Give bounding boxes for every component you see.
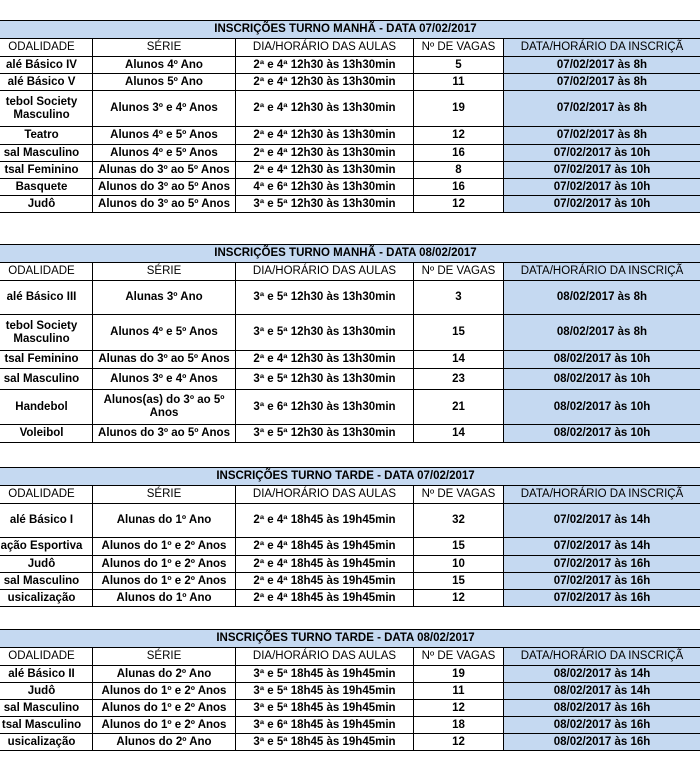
header-data-inscricao: DATA/HORÁRIO DA INSCRIÇÃ — [504, 648, 700, 666]
schedule-table-2 — [0, 244, 700, 443]
cell-modalidade: alé Básico II — [0, 666, 93, 683]
cell-modalidade: Teatro — [0, 127, 93, 145]
cell-serie: Alunos do 1º e 2º Anos — [93, 556, 236, 573]
cell-data-inscricao: 08/02/2017 às 8h — [504, 281, 700, 315]
cell-dia-horario: 3ª e 5ª 18h45 às 19h45min — [236, 666, 414, 683]
cell-modalidade: Judô — [0, 556, 93, 573]
cell-dia-horario: 2ª e 4ª 12h30 às 13h30min — [236, 351, 414, 369]
cell-dia-horario: 2ª e 4ª 12h30 às 13h30min — [236, 145, 414, 162]
table-row — [0, 281, 700, 315]
header-vagas: Nº DE VAGAS — [414, 486, 504, 504]
header-data-inscricao: DATA/HORÁRIO DA INSCRIÇÃ — [504, 486, 700, 504]
header-dia-horario: DIA/HORÁRIO DAS AULAS — [236, 39, 414, 57]
header-modalidade: ODALIDADE — [0, 263, 93, 281]
cell-dia-horario: 3ª e 6ª 12h30 às 13h30min — [236, 390, 414, 425]
cell-data-inscricao: 07/02/2017 às 10h — [504, 179, 700, 196]
cell-vagas: 19 — [414, 666, 504, 683]
cell-modalidade: sal Masculino — [0, 573, 93, 590]
cell-serie: Alunos do 3º ao 5º Anos — [93, 425, 236, 443]
header-serie: SÉRIE — [93, 648, 236, 666]
cell-dia-horario: 3ª e 5ª 18h45 às 19h45min — [236, 734, 414, 751]
header-vagas: Nº DE VAGAS — [414, 39, 504, 57]
cell-data-inscricao: 08/02/2017 às 10h — [504, 351, 700, 369]
table-title: INSCRIÇÕES TURNO TARDE - DATA 08/02/2017 — [0, 630, 700, 648]
cell-dia-horario: 2ª e 4ª 12h30 às 13h30min — [236, 91, 414, 127]
cell-modalidade: ação Esportiva — [0, 538, 93, 556]
cell-dia-horario: 4ª e 6ª 12h30 às 13h30min — [236, 179, 414, 196]
cell-serie: Alunos do 1º e 2º Anos — [93, 538, 236, 556]
cell-data-inscricao: 08/02/2017 às 16h — [504, 700, 700, 717]
cell-data-inscricao: 07/02/2017 às 8h — [504, 91, 700, 127]
cell-serie: Alunos do 3º ao 5º Anos — [93, 179, 236, 196]
cell-data-inscricao: 07/02/2017 às 14h — [504, 504, 700, 538]
cell-vagas: 11 — [414, 74, 504, 91]
table-title: INSCRIÇÕES TURNO MANHÃ - DATA 08/02/2017 — [0, 245, 700, 263]
table-row — [0, 196, 700, 213]
table-row — [0, 717, 700, 734]
cell-data-inscricao: 07/02/2017 às 10h — [504, 162, 700, 179]
header-vagas: Nº DE VAGAS — [414, 263, 504, 281]
cell-modalidade: usicalização — [0, 590, 93, 607]
cell-serie: Alunos do 1º e 2º Anos — [93, 683, 236, 700]
cell-modalidade: Basquete — [0, 179, 93, 196]
cell-data-inscricao: 07/02/2017 às 8h — [504, 127, 700, 145]
cell-modalidade: alé Básico III — [0, 281, 93, 315]
cell-dia-horario: 2ª e 4ª 12h30 às 13h30min — [236, 162, 414, 179]
cell-serie: Alunos do 1º e 2º Anos — [93, 717, 236, 734]
cell-serie: Alunos do 1º Ano — [93, 590, 236, 607]
cell-vagas: 12 — [414, 700, 504, 717]
cell-dia-horario: 3ª e 5ª 18h45 às 19h45min — [236, 683, 414, 700]
header-modalidade: ODALIDADE — [0, 648, 93, 666]
cell-vagas: 8 — [414, 162, 504, 179]
cell-serie: Alunos 4º e 5º Anos — [93, 145, 236, 162]
cell-modalidade: Voleibol — [0, 425, 93, 443]
table-row — [0, 504, 700, 538]
cell-dia-horario: 3ª e 5ª 18h45 às 19h45min — [236, 700, 414, 717]
cell-serie: Alunos 4º e 5º Anos — [93, 127, 236, 145]
table-row — [0, 734, 700, 751]
cell-vagas: 32 — [414, 504, 504, 538]
header-dia-horario: DIA/HORÁRIO DAS AULAS — [236, 648, 414, 666]
cell-data-inscricao: 07/02/2017 às 16h — [504, 590, 700, 607]
header-serie: SÉRIE — [93, 486, 236, 504]
cell-vagas: 14 — [414, 425, 504, 443]
table-row — [0, 390, 700, 425]
header-data-inscricao: DATA/HORÁRIO DA INSCRIÇÃ — [504, 39, 700, 57]
table-row — [0, 700, 700, 717]
cell-serie: Alunos do 1º e 2º Anos — [93, 700, 236, 717]
table-row — [0, 590, 700, 607]
cell-vagas: 15 — [414, 538, 504, 556]
table-title: INSCRIÇÕES TURNO MANHÃ - DATA 07/02/2017 — [0, 21, 700, 39]
table-row — [0, 162, 700, 179]
cell-serie: Alunas do 3º ao 5º Anos — [93, 351, 236, 369]
cell-dia-horario: 3ª e 5ª 12h30 às 13h30min — [236, 315, 414, 351]
cell-vagas: 5 — [414, 57, 504, 74]
cell-dia-horario: 2ª e 4ª 18h45 às 19h45min — [236, 504, 414, 538]
cell-dia-horario: 3ª e 5ª 12h30 às 13h30min — [236, 281, 414, 315]
table-row — [0, 179, 700, 196]
table-row — [0, 683, 700, 700]
cell-modalidade: alé Básico I — [0, 504, 93, 538]
table-row — [0, 573, 700, 590]
cell-vagas: 14 — [414, 351, 504, 369]
cell-vagas: 15 — [414, 315, 504, 351]
cell-serie: Alunos(as) do 3º ao 5º Anos — [93, 390, 236, 425]
cell-vagas: 10 — [414, 556, 504, 573]
cell-serie: Alunos 3º e 4º Anos — [93, 369, 236, 390]
schedule-table-4 — [0, 629, 700, 751]
cell-modalidade: alé Básico V — [0, 74, 93, 91]
cell-vagas: 19 — [414, 91, 504, 127]
cell-modalidade: usicalização — [0, 734, 93, 751]
cell-vagas: 23 — [414, 369, 504, 390]
cell-data-inscricao: 07/02/2017 às 8h — [504, 57, 700, 74]
table-row — [0, 127, 700, 145]
header-vagas: Nº DE VAGAS — [414, 648, 504, 666]
table-row — [0, 351, 700, 369]
header-serie: SÉRIE — [93, 39, 236, 57]
cell-data-inscricao: 08/02/2017 às 14h — [504, 666, 700, 683]
cell-dia-horario: 2ª e 4ª 12h30 às 13h30min — [236, 127, 414, 145]
cell-modalidade: sal Masculino — [0, 145, 93, 162]
header-modalidade: ODALIDADE — [0, 39, 93, 57]
table-row — [0, 556, 700, 573]
cell-data-inscricao: 08/02/2017 às 10h — [504, 369, 700, 390]
cell-serie: Alunos do 1º e 2º Anos — [93, 573, 236, 590]
cell-modalidade: tebol Society Masculino — [0, 315, 93, 351]
cell-modalidade: tebol Society Masculino — [0, 91, 93, 127]
cell-vagas: 12 — [414, 734, 504, 751]
cell-dia-horario: 2ª e 4ª 18h45 às 19h45min — [236, 590, 414, 607]
cell-modalidade: Judô — [0, 683, 93, 700]
cell-data-inscricao: 07/02/2017 às 10h — [504, 145, 700, 162]
cell-modalidade: tsal Feminino — [0, 351, 93, 369]
cell-data-inscricao: 08/02/2017 às 14h — [504, 683, 700, 700]
cell-data-inscricao: 07/02/2017 às 14h — [504, 538, 700, 556]
header-dia-horario: DIA/HORÁRIO DAS AULAS — [236, 486, 414, 504]
cell-serie: Alunos do 2º Ano — [93, 734, 236, 751]
cell-data-inscricao: 08/02/2017 às 8h — [504, 315, 700, 351]
schedule-table-3 — [0, 467, 700, 607]
cell-modalidade: tsal Feminino — [0, 162, 93, 179]
cell-vagas: 3 — [414, 281, 504, 315]
cell-serie: Alunos 4º e 5º Anos — [93, 315, 236, 351]
cell-vagas: 12 — [414, 590, 504, 607]
cell-serie: Alunos do 3º ao 5º Anos — [93, 196, 236, 213]
cell-modalidade: sal Masculino — [0, 369, 93, 390]
cell-dia-horario: 2ª e 4ª 12h30 às 13h30min — [236, 74, 414, 91]
table-row — [0, 91, 700, 127]
table-title: INSCRIÇÕES TURNO TARDE - DATA 07/02/2017 — [0, 468, 700, 486]
cell-dia-horario: 2ª e 4ª 18h45 às 19h45min — [236, 556, 414, 573]
table-row — [0, 57, 700, 74]
cell-dia-horario: 2ª e 4ª 12h30 às 13h30min — [236, 57, 414, 74]
cell-serie: Alunos 5º Ano — [93, 74, 236, 91]
cell-data-inscricao: 07/02/2017 às 16h — [504, 573, 700, 590]
table-row — [0, 538, 700, 556]
cell-modalidade: Handebol — [0, 390, 93, 425]
cell-serie: Alunos 3º e 4º Anos — [93, 91, 236, 127]
header-modalidade: ODALIDADE — [0, 486, 93, 504]
cell-data-inscricao: 08/02/2017 às 16h — [504, 717, 700, 734]
header-data-inscricao: DATA/HORÁRIO DA INSCRIÇÃ — [504, 263, 700, 281]
table-row — [0, 315, 700, 351]
cell-modalidade: Judô — [0, 196, 93, 213]
table-row — [0, 74, 700, 91]
cell-vagas: 16 — [414, 145, 504, 162]
header-serie: SÉRIE — [93, 263, 236, 281]
cell-data-inscricao: 08/02/2017 às 10h — [504, 425, 700, 443]
cell-dia-horario: 3ª e 5ª 12h30 às 13h30min — [236, 196, 414, 213]
cell-dia-horario: 2ª e 4ª 18h45 às 19h45min — [236, 573, 414, 590]
cell-modalidade: alé Básico IV — [0, 57, 93, 74]
table-row — [0, 145, 700, 162]
cell-vagas: 18 — [414, 717, 504, 734]
cell-serie: Alunas do 3º ao 5º Anos — [93, 162, 236, 179]
cell-serie: Alunos 4º Ano — [93, 57, 236, 74]
cell-vagas: 16 — [414, 179, 504, 196]
cell-data-inscricao: 08/02/2017 às 16h — [504, 734, 700, 751]
cell-vagas: 12 — [414, 127, 504, 145]
cell-vagas: 15 — [414, 573, 504, 590]
table-row — [0, 369, 700, 390]
cell-data-inscricao: 07/02/2017 às 10h — [504, 196, 700, 213]
cell-data-inscricao: 07/02/2017 às 8h — [504, 74, 700, 91]
cell-vagas: 21 — [414, 390, 504, 425]
cell-dia-horario: 2ª e 4ª 18h45 às 19h45min — [236, 538, 414, 556]
table-row — [0, 425, 700, 443]
cell-modalidade: sal Masculino — [0, 700, 93, 717]
schedule-table-1 — [0, 20, 700, 213]
cell-serie: Alunas do 1º Ano — [93, 504, 236, 538]
cell-dia-horario: 3ª e 5ª 12h30 às 13h30min — [236, 369, 414, 390]
cell-data-inscricao: 07/02/2017 às 16h — [504, 556, 700, 573]
cell-serie: Alunas do 2º Ano — [93, 666, 236, 683]
cell-dia-horario: 3ª e 5ª 12h30 às 13h30min — [236, 425, 414, 443]
cell-dia-horario: 3ª e 6ª 18h45 às 19h45min — [236, 717, 414, 734]
cell-vagas: 12 — [414, 196, 504, 213]
header-dia-horario: DIA/HORÁRIO DAS AULAS — [236, 263, 414, 281]
table-row — [0, 666, 700, 683]
cell-vagas: 11 — [414, 683, 504, 700]
cell-modalidade: tsal Masculino — [0, 717, 93, 734]
cell-serie: Alunas 3º Ano — [93, 281, 236, 315]
cell-data-inscricao: 08/02/2017 às 10h — [504, 390, 700, 425]
